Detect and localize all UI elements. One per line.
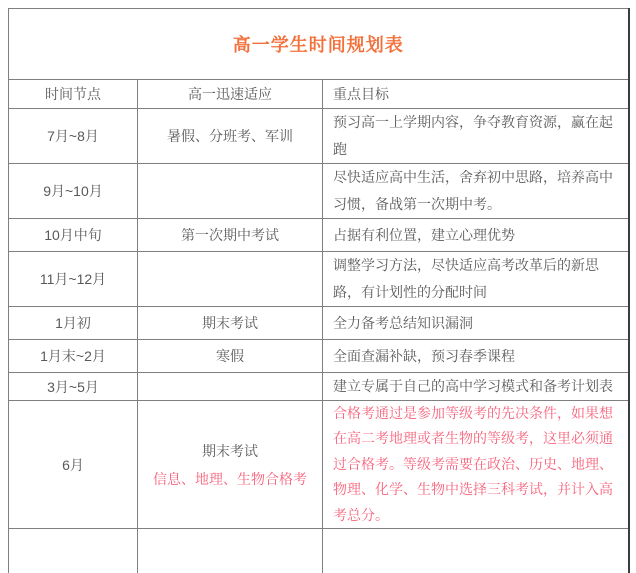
event-cell (138, 109, 323, 164)
goal-cell: 合格考通过是参加等级考的先决条件，如果想在高二考地理或者生物的等级考，这里必须通过合格考。等级考需要在政治、历史、地理、物理、化学、生物中选择三科考试，并计入高考总分。 (323, 401, 629, 529)
empty-goal-cell (323, 529, 629, 573)
time-cell: 7月~8月 (9, 109, 138, 164)
event-cell (138, 219, 323, 252)
event-text: 期末考试 (202, 442, 258, 459)
time-cell: 1月初 (9, 307, 138, 340)
goal-cell: 调整学习方法，尽快适应高考改革后的新思路，有计划性的分配时间 (323, 252, 629, 307)
header-row (9, 80, 629, 109)
empty-event-cell (138, 529, 323, 573)
event-text: 期末考试 (202, 315, 258, 331)
event-text: 寒假 (216, 348, 244, 364)
time-cell: 11月~12月 (9, 252, 138, 307)
event-text: 第一次期中考试 (181, 227, 279, 243)
table-row (9, 307, 629, 340)
event-highlight-text: 信息、地理、生物合格考 (153, 470, 307, 487)
table-row (9, 252, 629, 307)
table-row (9, 340, 629, 373)
event-cell (138, 164, 323, 219)
event-cell (138, 401, 323, 529)
partial-next-row (9, 529, 629, 573)
goal-cell: 占据有利位置，建立心理优势 (323, 219, 629, 252)
goal-cell: 尽快适应高中生活，舍弃初中思路，培养高中习惯，备战第一次期中考。 (323, 164, 629, 219)
goal-cell: 建立专属于自己的高中学习模式和备考计划表 (323, 373, 629, 401)
table-row (9, 109, 629, 164)
event-cell (138, 252, 323, 307)
title-row (9, 9, 629, 80)
time-cell: 3月~5月 (9, 373, 138, 401)
column-header-time: 时间节点 (9, 80, 138, 109)
plan-table (8, 8, 630, 573)
goal-cell: 全力备考总结知识漏洞 (323, 307, 629, 340)
column-header-goal: 重点目标 (323, 80, 629, 109)
table-row (9, 401, 629, 529)
column-header-phase: 高一迅速适应 (138, 80, 323, 109)
table-footer (9, 529, 629, 573)
empty-time-cell (9, 529, 138, 573)
table-body (9, 109, 629, 529)
goal-cell: 预习高一上学期内容，争夺教育资源，赢在起跑 (323, 109, 629, 164)
table-head (9, 9, 629, 109)
table-row (9, 164, 629, 219)
time-cell: 9月~10月 (9, 164, 138, 219)
table-row (9, 219, 629, 252)
event-cell (138, 373, 323, 401)
goal-cell: 全面查漏补缺，预习春季课程 (323, 340, 629, 373)
event-cell (138, 340, 323, 373)
table-title: 高一学生时间规划表 (9, 9, 629, 80)
event-cell (138, 307, 323, 340)
time-cell: 10月中旬 (9, 219, 138, 252)
table-row (9, 373, 629, 401)
time-cell: 1月末~2月 (9, 340, 138, 373)
time-cell: 6月 (9, 401, 138, 529)
event-text: 暑假、分班考、军训 (167, 128, 293, 144)
